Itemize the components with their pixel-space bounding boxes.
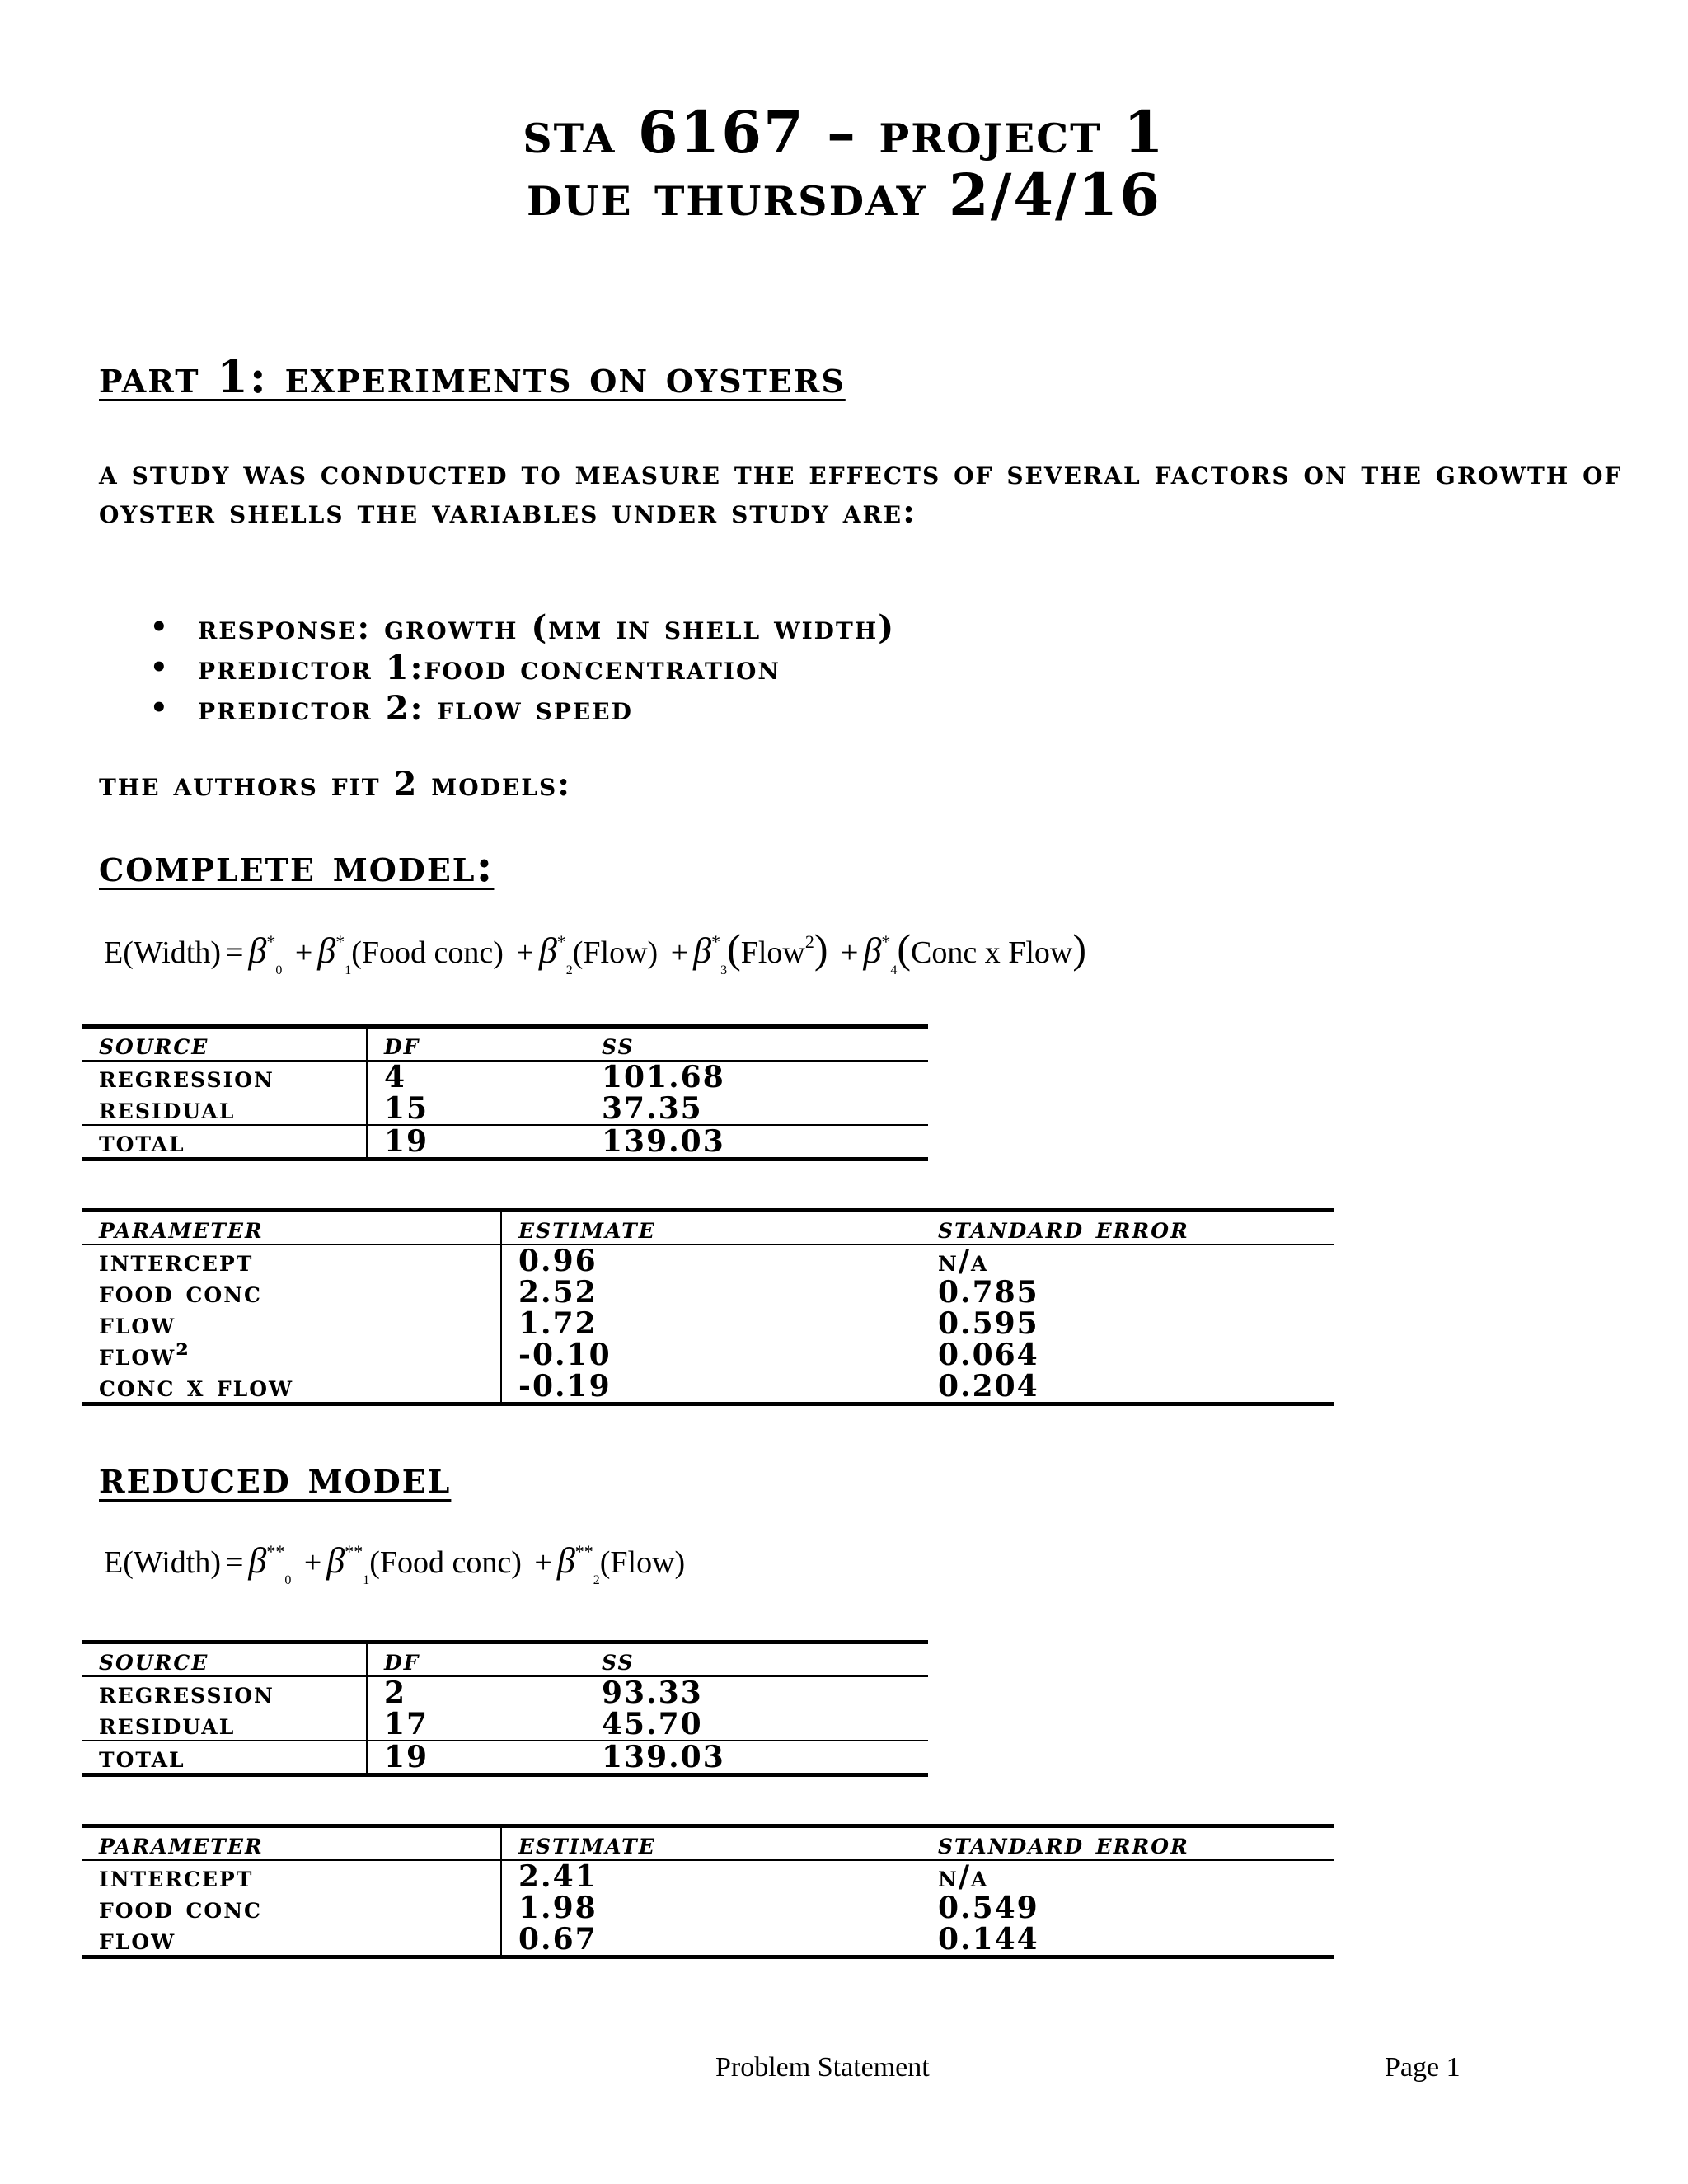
table-row: total 19 139.03 <box>82 1125 928 1160</box>
table-row: food conc 1.98 0.549 <box>82 1892 1334 1924</box>
table-row: regression 2 93.33 <box>82 1676 928 1708</box>
table-row: total 19 139.03 <box>82 1741 928 1775</box>
column-header: standard error <box>921 1826 1334 1861</box>
table-row: flow 1.72 0.595 <box>82 1308 1334 1339</box>
reduced-anova-table <box>82 1640 928 1777</box>
table-row: regression 4 101.68 <box>82 1061 928 1093</box>
column-header: ss <box>585 1027 928 1062</box>
reduced-model-equation: E(Width) = $\beta^{**}_0$ + $\beta^{**}_1(Food$ conc) + $\beta^{**}_2(Flow)$ <box>104 1540 686 1587</box>
table-row: flow² -0.10 0.064 <box>82 1339 1334 1371</box>
reduced-params-table <box>82 1824 1334 1959</box>
column-header: estimate <box>501 1826 921 1861</box>
document-title-line2: due thursday 2/4/16 <box>527 161 1161 229</box>
column-header: parameter <box>82 1826 501 1861</box>
list-item: • predictor 1:food concentration <box>99 648 895 688</box>
list-item: • response: growth (mm in shell width) <box>99 607 895 648</box>
column-header: standard error <box>921 1211 1334 1245</box>
page-number: Page 1 <box>1385 2052 1461 2083</box>
complete-model-equation: E(Width) = $\beta^*_0$ + $\beta^*_1(Food$ conc) + $\beta^*_2(Flow)$ + $\beta^*_3(Flow^2)$ + $\beta^*_4(Conc$ x Flow) <box>104 926 1087 977</box>
complete-params-table <box>82 1208 1334 1406</box>
column-header: estimate <box>501 1211 921 1245</box>
list-item: • predictor 2: flow speed <box>99 688 895 729</box>
variable-list <box>99 607 895 729</box>
reduced-model-heading: reduced model <box>99 1451 452 1503</box>
column-header: df <box>367 1643 585 1677</box>
column-header: source <box>82 1027 367 1062</box>
column-header: source <box>82 1643 367 1677</box>
footer-label: Problem Statement <box>715 2052 930 2083</box>
table-row: conc x flow -0.19 0.204 <box>82 1371 1334 1404</box>
models-intro: the authors fit 2 models: <box>99 765 571 804</box>
document-title-line1: sta 6167 – project 1 <box>523 98 1165 166</box>
table-row: residual 17 45.70 <box>82 1708 928 1741</box>
complete-anova-table <box>82 1024 928 1161</box>
column-header: parameter <box>82 1211 501 1245</box>
complete-model-heading: complete model: <box>99 839 495 892</box>
table-row: food conc 2.52 0.785 <box>82 1277 1334 1308</box>
part1-heading: part 1: experiments on oysters <box>99 350 846 403</box>
table-row: intercept 0.96 n/a <box>82 1244 1334 1277</box>
table-row: residual 15 37.35 <box>82 1093 928 1125</box>
table-row: flow 0.67 0.144 <box>82 1924 1334 1957</box>
column-header: ss <box>585 1643 928 1677</box>
column-header: df <box>367 1027 585 1062</box>
study-description: a study was conducted to measure the effects of several factors on the growth of oyster shells the variables under study are: <box>99 453 1623 531</box>
table-row: intercept 2.41 n/a <box>82 1860 1334 1892</box>
